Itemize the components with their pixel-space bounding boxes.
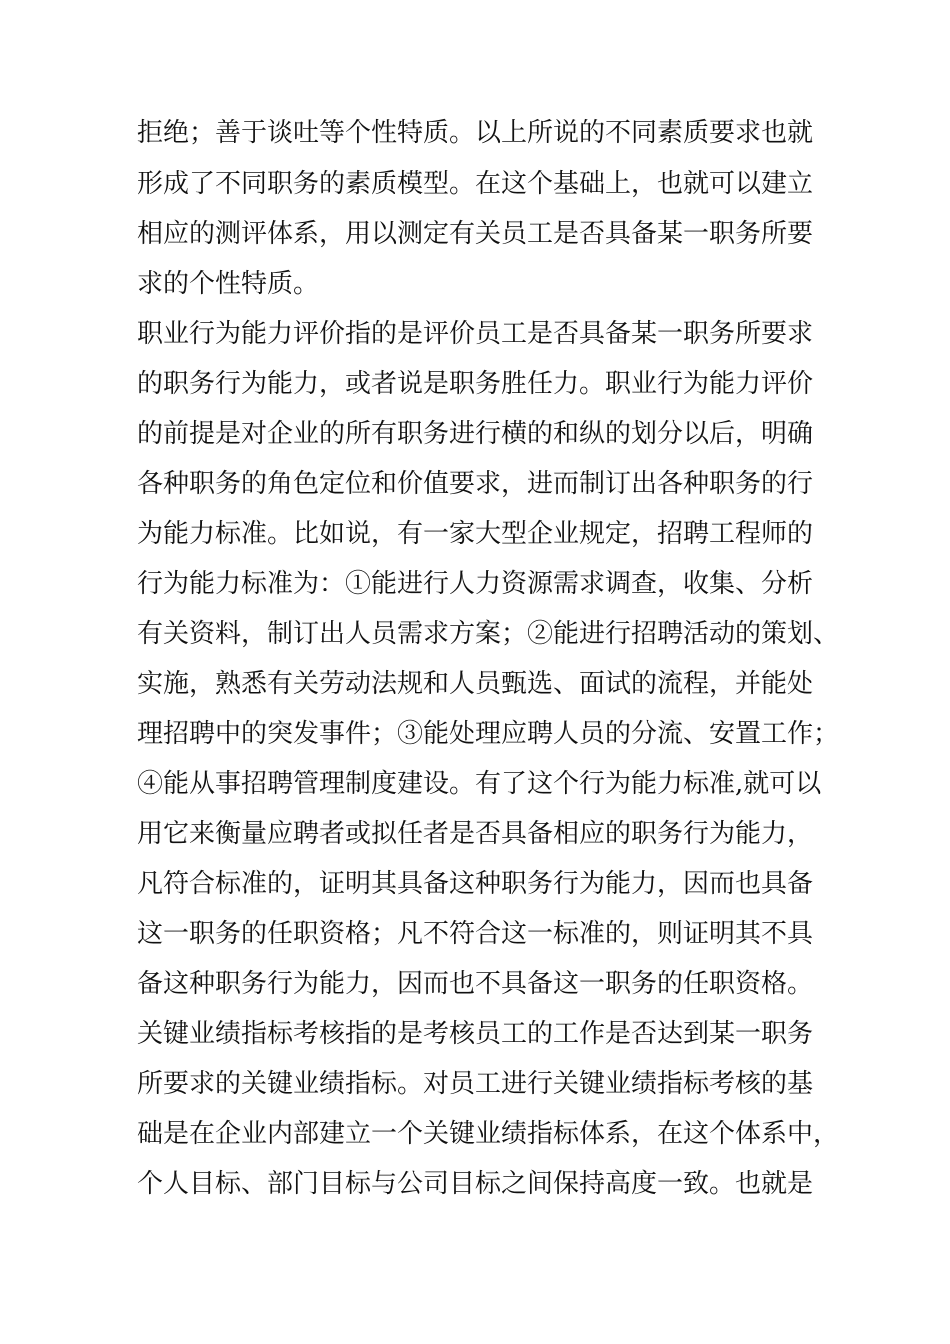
- text-line: 拒绝；善于谈吐等个性特质。以上所说的不同素质要求也就: [137, 118, 814, 148]
- text-line: 础是在企业内部建立一个关键业绩指标体系，在这个体系中，: [137, 1119, 840, 1149]
- text-line: 个人目标、部门目标与公司目标之间保持高度一致。也就是: [137, 1169, 814, 1199]
- text-line: 为能力标准。比如说，有一家大型企业规定，招聘工程师的: [137, 519, 814, 549]
- text-line: 实施，熟悉有关劳动法规和人员甄选、面试的流程，并能处: [137, 669, 814, 699]
- text-line: 所要求的关键业绩指标。对员工进行关键业绩指标考核的基: [137, 1069, 814, 1099]
- text-line: 有关资料，制订出人员需求方案；②能进行招聘活动的策划、: [137, 619, 840, 649]
- text-line: 职业行为能力评价指的是评价员工是否具备某一职务所要求: [137, 319, 814, 349]
- text-line: 关键业绩指标考核指的是考核员工的工作是否达到某一职务: [137, 1019, 814, 1049]
- text-line: 这一职务的任职资格；凡不符合这一标准的，则证明其不具: [137, 919, 814, 949]
- text-line: 理招聘中的突发事件；③能处理应聘人员的分流、安置工作；: [137, 719, 840, 749]
- text-line: ④能从事招聘管理制度建设。有了这个行为能力标准,就可以: [137, 769, 822, 799]
- text-line: 凡符合标准的，证明其具备这种职务行为能力，因而也具备: [137, 869, 814, 899]
- text-line: 形成了不同职务的素质模型。在这个基础上，也就可以建立: [137, 169, 814, 199]
- text-line: 各种职务的角色定位和价值要求，进而制订出各种职务的行: [137, 469, 814, 499]
- text-line: 的职务行为能力，或者说是职务胜任力。职业行为能力评价: [137, 369, 814, 399]
- text-line: 用它来衡量应聘者或拟任者是否具备相应的职务行为能力，: [137, 819, 814, 849]
- text-line: 相应的测评体系，用以测定有关员工是否具备某一职务所要: [137, 219, 814, 249]
- text-line: 的前提是对企业的所有职务进行横的和纵的划分以后，明确: [137, 419, 814, 449]
- text-line: 备这种职务行为能力，因而也不具备这一职务的任职资格。: [137, 969, 814, 999]
- text-line: 行为能力标准为：①能进行人力资源需求调查，收集、分析: [137, 569, 814, 599]
- text-line: 求的个性特质。: [137, 269, 320, 299]
